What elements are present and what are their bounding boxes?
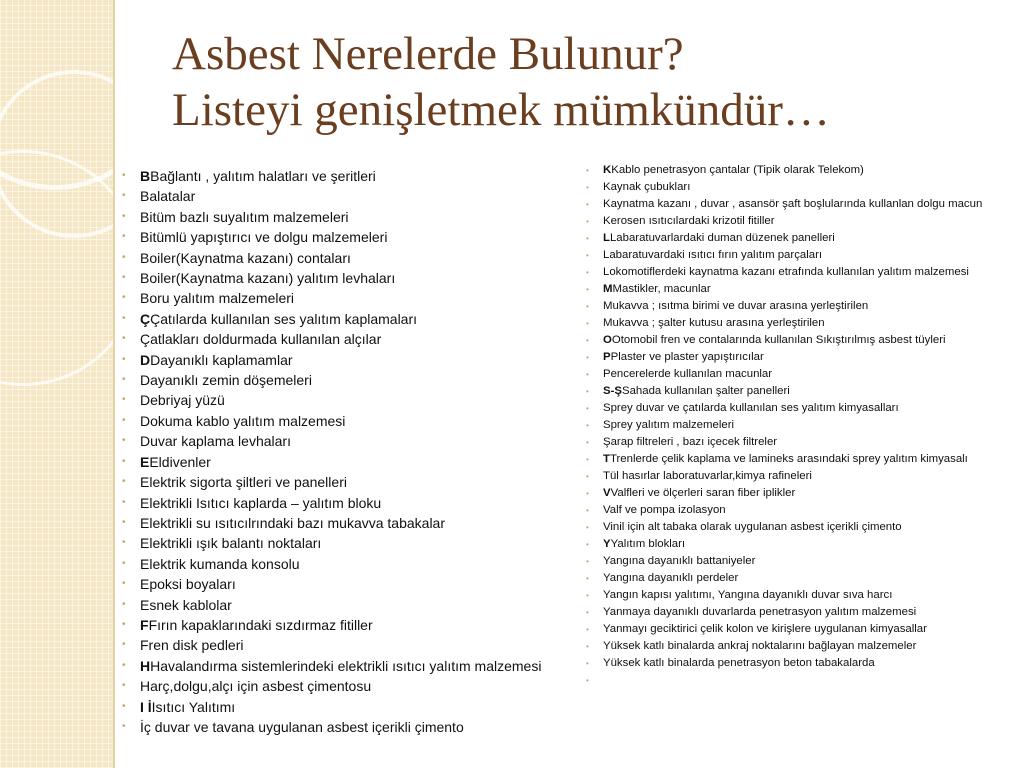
list-item [586,281,998,298]
bullet-icon: • [586,302,589,311]
letter-heading: O [603,334,612,346]
list-item [122,431,552,451]
bullet-icon: • [586,676,589,685]
list-item [122,615,552,635]
list-item [586,264,998,281]
list-item [586,213,998,230]
item-text: Mukavva ; ısıtma birimi ve duvar arasına yerleştirilen [603,300,869,312]
item-text: Kaynatma kazanı , duvar , asansör şaft boşlularında kullanlan dolgu macun [603,198,983,210]
bullet-icon: • [586,200,589,209]
bullet-icon: • [586,591,589,600]
item-text: Elektrikli Isıtıcı kaplarda – yalıtım bloku [140,494,382,511]
list-item [122,635,552,655]
item-text: Fren disk pedleri [140,637,244,654]
bullet-icon: • [586,659,589,668]
bullet-icon: • [122,394,126,406]
bullet-icon: • [586,404,589,413]
letter-heading: M [603,283,613,295]
item-text: Sprey duvar ve çatılarda kullanılan ses yalıtım kimyasalları [603,402,899,414]
item-text: Harç,dolgu,alçı için asbest çimentosu [140,678,372,695]
letter-heading: B [140,168,151,184]
title-line-2: Listeyi genişletmek mümkündür… [172,84,830,136]
item-text: Trenlerde çelik kaplama ve lamineks arasındaki sprey yalıtım kimyasalı [609,453,968,465]
list-item [122,329,552,349]
list-item [122,554,552,574]
list-item [586,162,998,179]
list-item [586,638,998,655]
item-text: Kablo penetrasyon çantalar (Tipik olarak Telekom) [611,164,864,176]
bullet-icon: • [122,312,126,324]
list-item [586,298,998,315]
item-text: Bağlantı , yalıtım halatları ve şeritleri [150,168,376,184]
item-text: Elektrik kumanda konsolu [140,555,300,572]
letter-heading: I İ [140,698,152,715]
bullet-icon: • [122,231,126,243]
list-item [122,411,552,431]
item-text: Dokuma kablo yalıtım malzemesi [140,412,346,429]
item-text: Kerosen ısıtıcılardaki krizotil fitiller [603,215,775,227]
list-item [586,417,998,434]
list-item [586,502,998,519]
item-text: Yanmayı geciktirici çelik kolon ve kirişlere uygulanan kimyasallar [603,623,927,635]
list-item [586,366,998,383]
list-item [122,227,552,247]
item-text: Boiler(Kaynatma kazanı) contaları [140,249,351,266]
item-text: Labaratuvardaki ısıtıcı fırın yalıtım parçaları [603,249,823,261]
list-item [586,179,998,196]
item-text: Boru yalıtım malzemeleri [140,290,295,307]
item-text: Lokomotiflerdeki kaynatma kazanı etrafında kullanılan yalıtım malzemesi [603,266,969,278]
item-text: Eldivenler [149,453,211,470]
bullet-icon: • [586,370,589,379]
bullet-icon: • [122,353,126,365]
list-item [122,717,552,737]
list-item [586,536,998,553]
item-text: Elektrikli ışık balantı noktaları [140,535,322,552]
band-divider [113,0,115,768]
item-text: Elektrikli su ısıtıcılrındaki bazı mukavva tabakalar [140,514,446,531]
letter-heading: P [603,351,611,363]
bullet-icon: • [122,700,126,712]
bullet-icon: • [122,516,126,528]
letter-heading: S-Ş [603,385,622,397]
bullet-icon: • [586,625,589,634]
bullet-icon: • [586,608,589,617]
item-text: Şarap filtreleri , bazı içecek filtreler [603,436,778,448]
bullet-icon: • [586,506,589,515]
left-bullet-list [122,166,552,768]
decorative-side-band [0,0,113,768]
item-text: Tül hasırlar laboratuvarlar,kimya rafineleri [603,470,812,482]
bullet-icon: • [586,438,589,447]
bullet-icon: • [122,374,126,386]
item-text: Isıtıcı Yalıtımı [151,698,236,715]
list-item [122,595,552,615]
letter-heading: V [603,487,611,499]
list-item [586,519,998,536]
item-text: Yangına dayanıklı perdeler [603,572,739,584]
item-text: Duvar kaplama levhaları [140,433,291,450]
item-text: Otomobil fren ve contalarında kullanılan Sıkıştırılmış asbest tüyleri [611,334,946,346]
list-item [122,513,552,533]
bullet-icon: • [586,523,589,532]
bullet-icon: • [122,598,126,610]
list-item [586,468,998,485]
title-line-1: Asbest Nerelerde Bulunur? [172,28,684,80]
bullet-icon: • [122,720,126,732]
item-text: Sahada kullanılan şalter panelleri [622,385,790,397]
bullet-icon: • [122,414,126,426]
item-text: Esnek kablolar [140,596,232,613]
list-item [586,485,998,502]
right-bullet-list [586,162,998,685]
list-item [586,332,998,349]
list-item [586,570,998,587]
list-item [586,655,998,672]
item-text: Mastikler, macunlar [612,283,711,295]
bullet-icon: • [586,455,589,464]
list-item [122,248,552,268]
item-text: Fırın kapaklarındaki sızdırmaz fitiller [148,616,373,633]
item-text: Bitüm bazlı suyalıtım malzemeleri [140,208,349,225]
list-item [122,350,552,370]
list-item [586,587,998,604]
list-item [122,472,552,492]
letter-heading: L [603,232,610,244]
list-item [122,676,552,696]
item-text: Valfleri ve ölçerleri saran fiber iplikler [610,487,796,499]
bullet-icon: • [122,476,126,488]
letter-heading: H [140,657,151,674]
bullet-icon: • [586,319,589,328]
bullet-icon: • [586,183,589,192]
list-item [122,656,552,676]
bullet-icon: • [586,353,589,362]
bullet-icon: • [122,659,126,671]
item-text: Balatalar [140,188,196,205]
list-item [122,390,552,410]
item-text: Dayanıklı zemin döşemeleri [140,372,312,389]
item-text: Epoksi boyaları [140,576,236,593]
item-text: Yangın kapısı yalıtımı, Yangına dayanıklı duvar sıva harcı [603,589,893,601]
item-text: Dayanıklı kaplamamlar [150,351,293,368]
list-item [122,309,552,329]
letter-heading: D [140,351,151,368]
item-text: Yanmaya dayanıklı duvarlarda penetrasyon yalıtım malzemesi [603,606,917,618]
list-item [122,697,552,717]
bullet-icon: • [586,540,589,549]
item-text: Debriyaj yüzü [140,392,225,409]
item-text: Mukavva ; şalter kutusu arasına yerleştirilen [603,317,825,329]
item-text: Çatılarda kullanılan ses yalıtım kaplamaları [150,310,418,327]
bullet-icon: • [586,387,589,396]
bullet-icon: • [122,578,126,590]
item-text: Çatlakları doldurmada kullanılan alçılar [140,331,382,348]
bullet-icon: • [122,557,126,569]
letter-heading: Y [603,538,611,550]
item-text: İç duvar ve tavana uygulanan asbest içerikli çimento [140,718,464,735]
bullet-icon: • [122,455,126,467]
bullet-icon: • [586,268,589,277]
list-item [586,315,998,332]
item-text: Yangına dayanıklı battaniyeler [603,555,756,567]
bullet-icon: • [586,251,589,260]
list-item [586,400,998,417]
bullet-icon: • [122,170,126,181]
bullet-icon: • [122,537,126,549]
bullet-icon: • [586,421,589,430]
item-text: Pencerelerde kullanılan macunlar [603,368,773,380]
list-item [122,533,552,553]
list-item [586,230,998,247]
list-item [122,207,552,227]
list-item [586,247,998,264]
bullet-icon: • [586,285,589,294]
item-text: Vinil için alt tabaka olarak uygulanan asbest içerikli çimento [603,521,902,533]
bullet-icon: • [122,210,126,222]
bullet-icon: • [122,251,126,263]
item-text: Labaratuvarlardaki duman düzenek panelleri [609,232,835,244]
bullet-icon: • [122,639,126,651]
list-item [586,383,998,400]
bullet-icon: • [586,574,589,583]
list-item [586,196,998,213]
bullet-icon: • [586,166,589,175]
bullet-icon: • [122,496,126,508]
letter-heading: K [603,164,612,176]
bullet-icon: • [122,292,126,304]
list-item [122,493,552,513]
list-item [586,553,998,570]
bullet-icon: • [122,680,126,692]
list-item [122,288,552,308]
bullet-icon: • [122,435,126,447]
bullet-icon: • [586,336,589,345]
item-text: Boiler(Kaynatma kazanı) yalıtım levhaları [140,270,396,287]
list-item [122,452,552,472]
letter-heading: F [140,616,149,633]
letter-heading: T [603,453,610,465]
item-text: Sprey yalıtım malzemeleri [603,419,735,431]
list-item [586,434,998,451]
item-text: Yalıtım blokları [610,538,686,550]
slide-title [172,26,1012,138]
list-item [122,268,552,288]
bullet-icon: • [586,642,589,651]
list-item [122,186,552,206]
list-item [586,621,998,638]
letter-heading: Ç [140,310,151,327]
list-item [586,604,998,621]
item-text: Elektrik sigorta şiltleri ve panelleri [140,474,347,491]
bullet-icon: • [122,333,126,345]
list-item [586,349,998,366]
item-text: Yüksek katlı binalarda ankraj noktalarını bağlayan malzemeler [603,640,917,652]
item-text: Plaster ve plaster yapıştırıcılar [610,351,764,363]
list-item [586,451,998,468]
item-text: Kaynak çubukları [603,181,691,193]
list-item [122,574,552,594]
bullet-icon: • [586,489,589,498]
bullet-icon: • [122,190,126,202]
item-text: Yüksek katlı binalarda penetrasyon beton tabakalarda [603,657,875,669]
bullet-icon: • [586,472,589,481]
list-item [122,370,552,390]
bullet-icon: • [586,234,589,243]
bullet-icon: • [586,217,589,226]
bullet-icon: • [122,618,126,630]
bullet-icon: • [122,272,126,284]
list-item [122,166,552,186]
item-text: Havalandırma sistemlerindeki elektrikli ısıtıcı yalıtım malzemesi [150,657,542,674]
item-text: Bitümlü yapıştırıcı ve dolgu malzemeleri [140,229,388,246]
letter-heading: E [140,453,150,470]
bullet-icon: • [586,557,589,566]
item-text: Valf ve pompa izolasyon [603,504,726,516]
